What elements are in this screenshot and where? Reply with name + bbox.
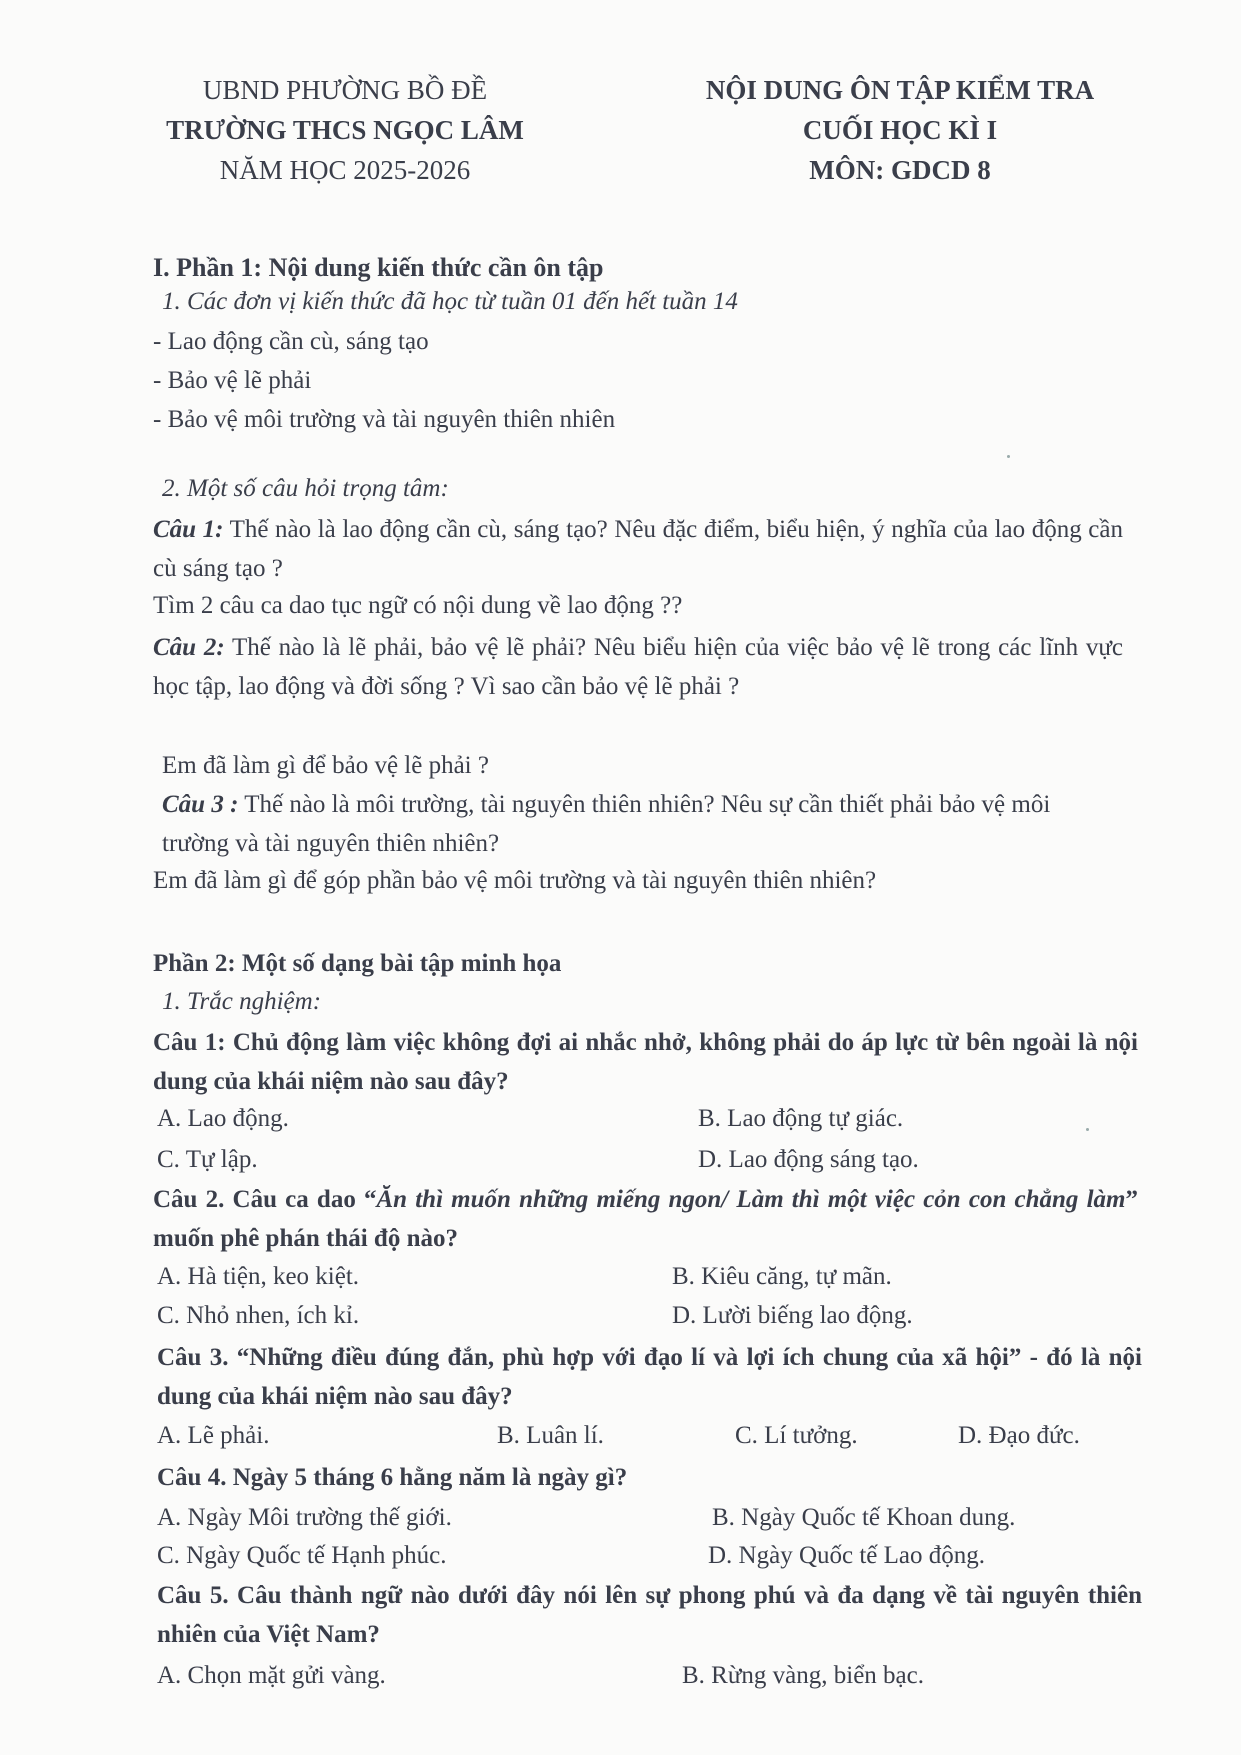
mcq-1-option-d: D. Lao động sáng tạo. <box>698 1146 919 1173</box>
mcq-5-option-a: A. Chọn mặt gửi vàng. <box>157 1662 386 1689</box>
question-3-extra: Em đã làm gì để góp phần bảo vệ môi trường và tài nguyên thiên nhiên? <box>153 867 877 894</box>
mcq-1-option-c: C. Tự lập. <box>157 1146 258 1173</box>
header-left-line-2: TRƯỜNG THCS NGỌC LÂM <box>166 115 524 145</box>
mcq-1-option-b: B. Lao động tự giác. <box>698 1105 904 1132</box>
question-2 <box>153 628 1123 706</box>
mcq-5-option-b: B. Rừng vàng, biển bạc. <box>682 1662 924 1689</box>
mcq-4-option-b: B. Ngày Quốc tế Khoan dung. <box>712 1504 1016 1531</box>
question-2-label: Câu 2: <box>153 634 225 661</box>
mcq-2-question-suffix: ” muốn phê phán thái độ nào? <box>153 1186 1138 1252</box>
mcq-2-option-b: B. Kiêu căng, tự mãn. <box>672 1263 892 1290</box>
question-3 <box>162 785 1122 863</box>
mcq-1-option-a: A. Lao động. <box>157 1105 289 1132</box>
mcq-2-question-prefix: Câu 2. Câu ca dao “ <box>153 1186 377 1213</box>
mcq-4-option-d: D. Ngày Quốc tế Lao động. <box>708 1542 986 1569</box>
part2-subheading-1: 1. Trắc nghiệm: <box>162 988 322 1015</box>
mcq-2-question <box>153 1180 1138 1258</box>
mcq-2-option-a: A. Hà tiện, keo kiệt. <box>157 1263 360 1290</box>
part1-item-1: - Lao động cần cù, sáng tạo <box>153 328 429 355</box>
part1-title: I. Phần 1: Nội dung kiến thức cần ôn tập <box>153 253 604 282</box>
mcq-2-option-d: D. Lười biếng lao động. <box>672 1302 913 1329</box>
header-left-line-1: UBND PHƯỜNG BỒ ĐỀ <box>202 75 488 105</box>
question-3-text: Thế nào là môi trường, tài nguyên thiên nhiên? Nêu sự cần thiết phải bảo vệ môi trường và tài nguyên thiên nhiên? <box>162 791 1051 857</box>
header-right-line-2: CUỐI HỌC KÌ I <box>802 115 998 145</box>
mcq-4-option-a: A. Ngày Môi trường thế giới. <box>157 1504 452 1531</box>
part2-title: Phần 2: Một số dạng bài tập minh họa <box>153 950 562 977</box>
question-1-label: Câu 1: <box>153 516 224 543</box>
header-right-line-3: MÔN: GDCD 8 <box>809 155 991 185</box>
mcq-3-option-d: D. Đạo đức. <box>958 1422 1080 1449</box>
part1-item-3: - Bảo vệ môi trường và tài nguyên thiên nhiên <box>153 406 616 433</box>
part1-subheading-2: 2. Một số câu hỏi trọng tâm: <box>162 475 449 502</box>
mcq-4-question: Câu 4. Ngày 5 tháng 6 hằng năm là ngày gì? <box>157 1464 628 1491</box>
header-right-line-1: NỘI DUNG ÔN TẬP KIỂM TRA <box>705 75 1095 105</box>
mcq-3-option-a: A. Lẽ phải. <box>157 1422 270 1449</box>
mcq-5-question: Câu 5. Câu thành ngữ nào dưới đây nói lên sự phong phú và đa dạng về tài nguyên thiên nhiên của Việt Nam? <box>157 1582 1142 1648</box>
part1-subheading-1: 1. Các đơn vị kiến thức đã học từ tuần 01 đến hết tuần 14 <box>162 288 738 315</box>
question-2-text: Thế nào là lẽ phải, bảo vệ lẽ phải? Nêu biểu hiện của việc bảo vệ lẽ trong các lĩnh vực học tập, lao động và đời sống ? Vì sao cần bảo vệ lẽ phải ? <box>153 634 1123 700</box>
question-1-extra: Tìm 2 câu ca dao tục ngữ có nội dung về lao động ?? <box>153 592 683 619</box>
mcq-3-option-b: B. Luân lí. <box>497 1422 604 1449</box>
scan-speck <box>1086 1128 1089 1131</box>
mcq-2-option-c: C. Nhỏ nhen, ích kỉ. <box>157 1302 360 1329</box>
question-2-extra: Em đã làm gì để bảo vệ lẽ phải ? <box>162 752 489 779</box>
question-3-label: Câu 3 : <box>162 791 239 818</box>
scan-speck <box>1007 455 1010 458</box>
question-1-text: Thế nào là lao động cần cù, sáng tạo? Nêu đặc điểm, biểu hiện, ý nghĩa của lao động cần cù sáng tạo ? <box>153 516 1123 582</box>
mcq-2-question-quote: Ăn thì muốn những miếng ngon/ Làm thì một việc cỏn con chẳng làm <box>376 1186 1126 1213</box>
mcq-3-question: Câu 3. “Những điều đúng đắn, phù hợp với đạo lí và lợi ích chung của xã hội” - đó là nội dung của khái niệm nào sau đây? <box>157 1344 1142 1410</box>
header-left-line-3: NĂM HỌC 2025-2026 <box>219 155 471 185</box>
mcq-4-option-c: C. Ngày Quốc tế Hạnh phúc. <box>157 1542 447 1569</box>
mcq-3-option-c: C. Lí tưởng. <box>735 1422 858 1449</box>
part1-item-2: - Bảo vệ lẽ phải <box>153 367 312 394</box>
mcq-1-question: Câu 1: Chủ động làm việc không đợi ai nhắc nhở, không phải do áp lực từ bên ngoài là nội dung của khái niệm nào sau đây? <box>153 1029 1138 1095</box>
question-1 <box>153 510 1123 588</box>
